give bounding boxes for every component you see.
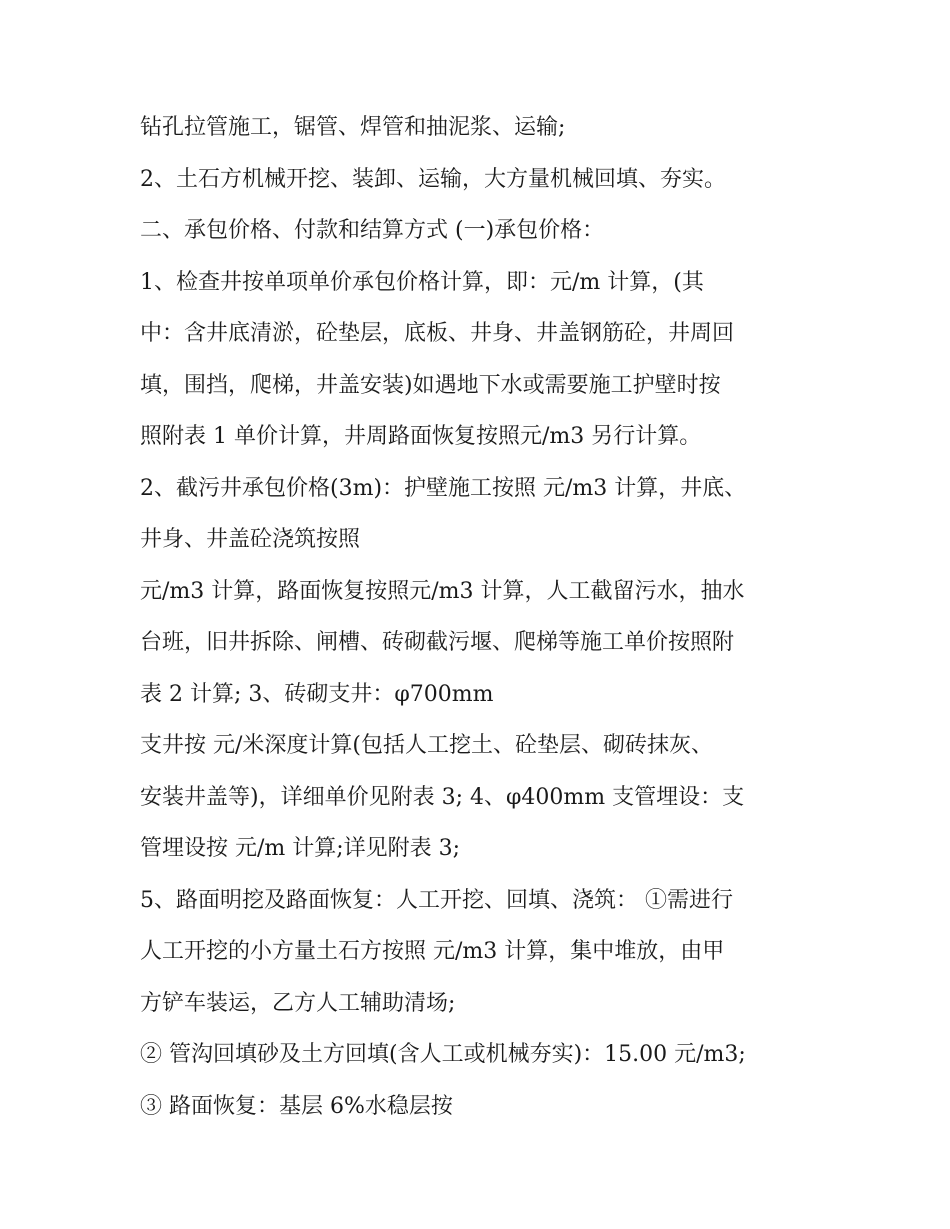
text-line: 2、截污井承包价格(3m)：护壁施工按照 元/m3 计算，井底、: [140, 475, 747, 501]
text-line: 1、检查井按单项单价承包价格计算，即：元/m 计算，(其: [140, 269, 704, 295]
text-line: 安装井盖等)，详细单价见附表 3; 4、φ400mm 支管埋设：支: [140, 784, 745, 810]
text-line: 照附表 1 单价计算，井周路面恢复按照元/m3 另行计算。: [140, 424, 702, 449]
text-line: 台班，旧井拆除、闸槽、砖砌截污堰、爬梯等施工单价按照附: [140, 630, 735, 655]
text-line: ③ 路面恢复：基层 6%水稳层按: [140, 1093, 453, 1119]
section-heading: 二、承包价格、付款和结算方式 (一)承包价格：: [140, 218, 605, 243]
text-line: 井身、井盖砼浇筑按照: [140, 527, 361, 552]
text-line: 管埋设按 元/m 计算;详见附表 3;: [140, 836, 461, 861]
text-line: 人工开挖的小方量土石方按照 元/m3 计算，集中堆放，由甲: [140, 939, 725, 964]
text-line: 支井按 元/米深度计算(包括人工挖土、砼垫层、砌砖抹灰、: [140, 733, 713, 758]
text-line: ② 管沟回填砂及土方回填(含人工或机械夯实)：15.00 元/m3;: [140, 1042, 746, 1067]
text-line: 方铲车装运，乙方人工辅助清场;: [140, 990, 456, 1016]
text-line: 元/m3 计算，路面恢复按照元/m3 计算，人工截留污水，抽水: [140, 578, 745, 604]
text-line: 中：含井底清淤，砼垫层，底板、井身、井盖钢筋砼，井周回: [140, 321, 735, 346]
text-line: 5、路面明挖及路面恢复：人工开挖、回填、浇筑： ①需进行: [140, 887, 733, 913]
text-line: 钻孔拉管施工，锯管、焊管和抽泥浆、运输;: [140, 115, 566, 140]
text-line: 填，围挡，爬梯，井盖安装)如遇地下水或需要施工护壁时按: [140, 372, 721, 398]
text-line: 表 2 计算; 3、砖砌支井：φ700mm: [140, 681, 494, 707]
text-line: 2、土石方机械开挖、装卸、运输，大方量机械回填、夯实。: [140, 166, 726, 192]
document-body: [140, 106, 820, 1136]
